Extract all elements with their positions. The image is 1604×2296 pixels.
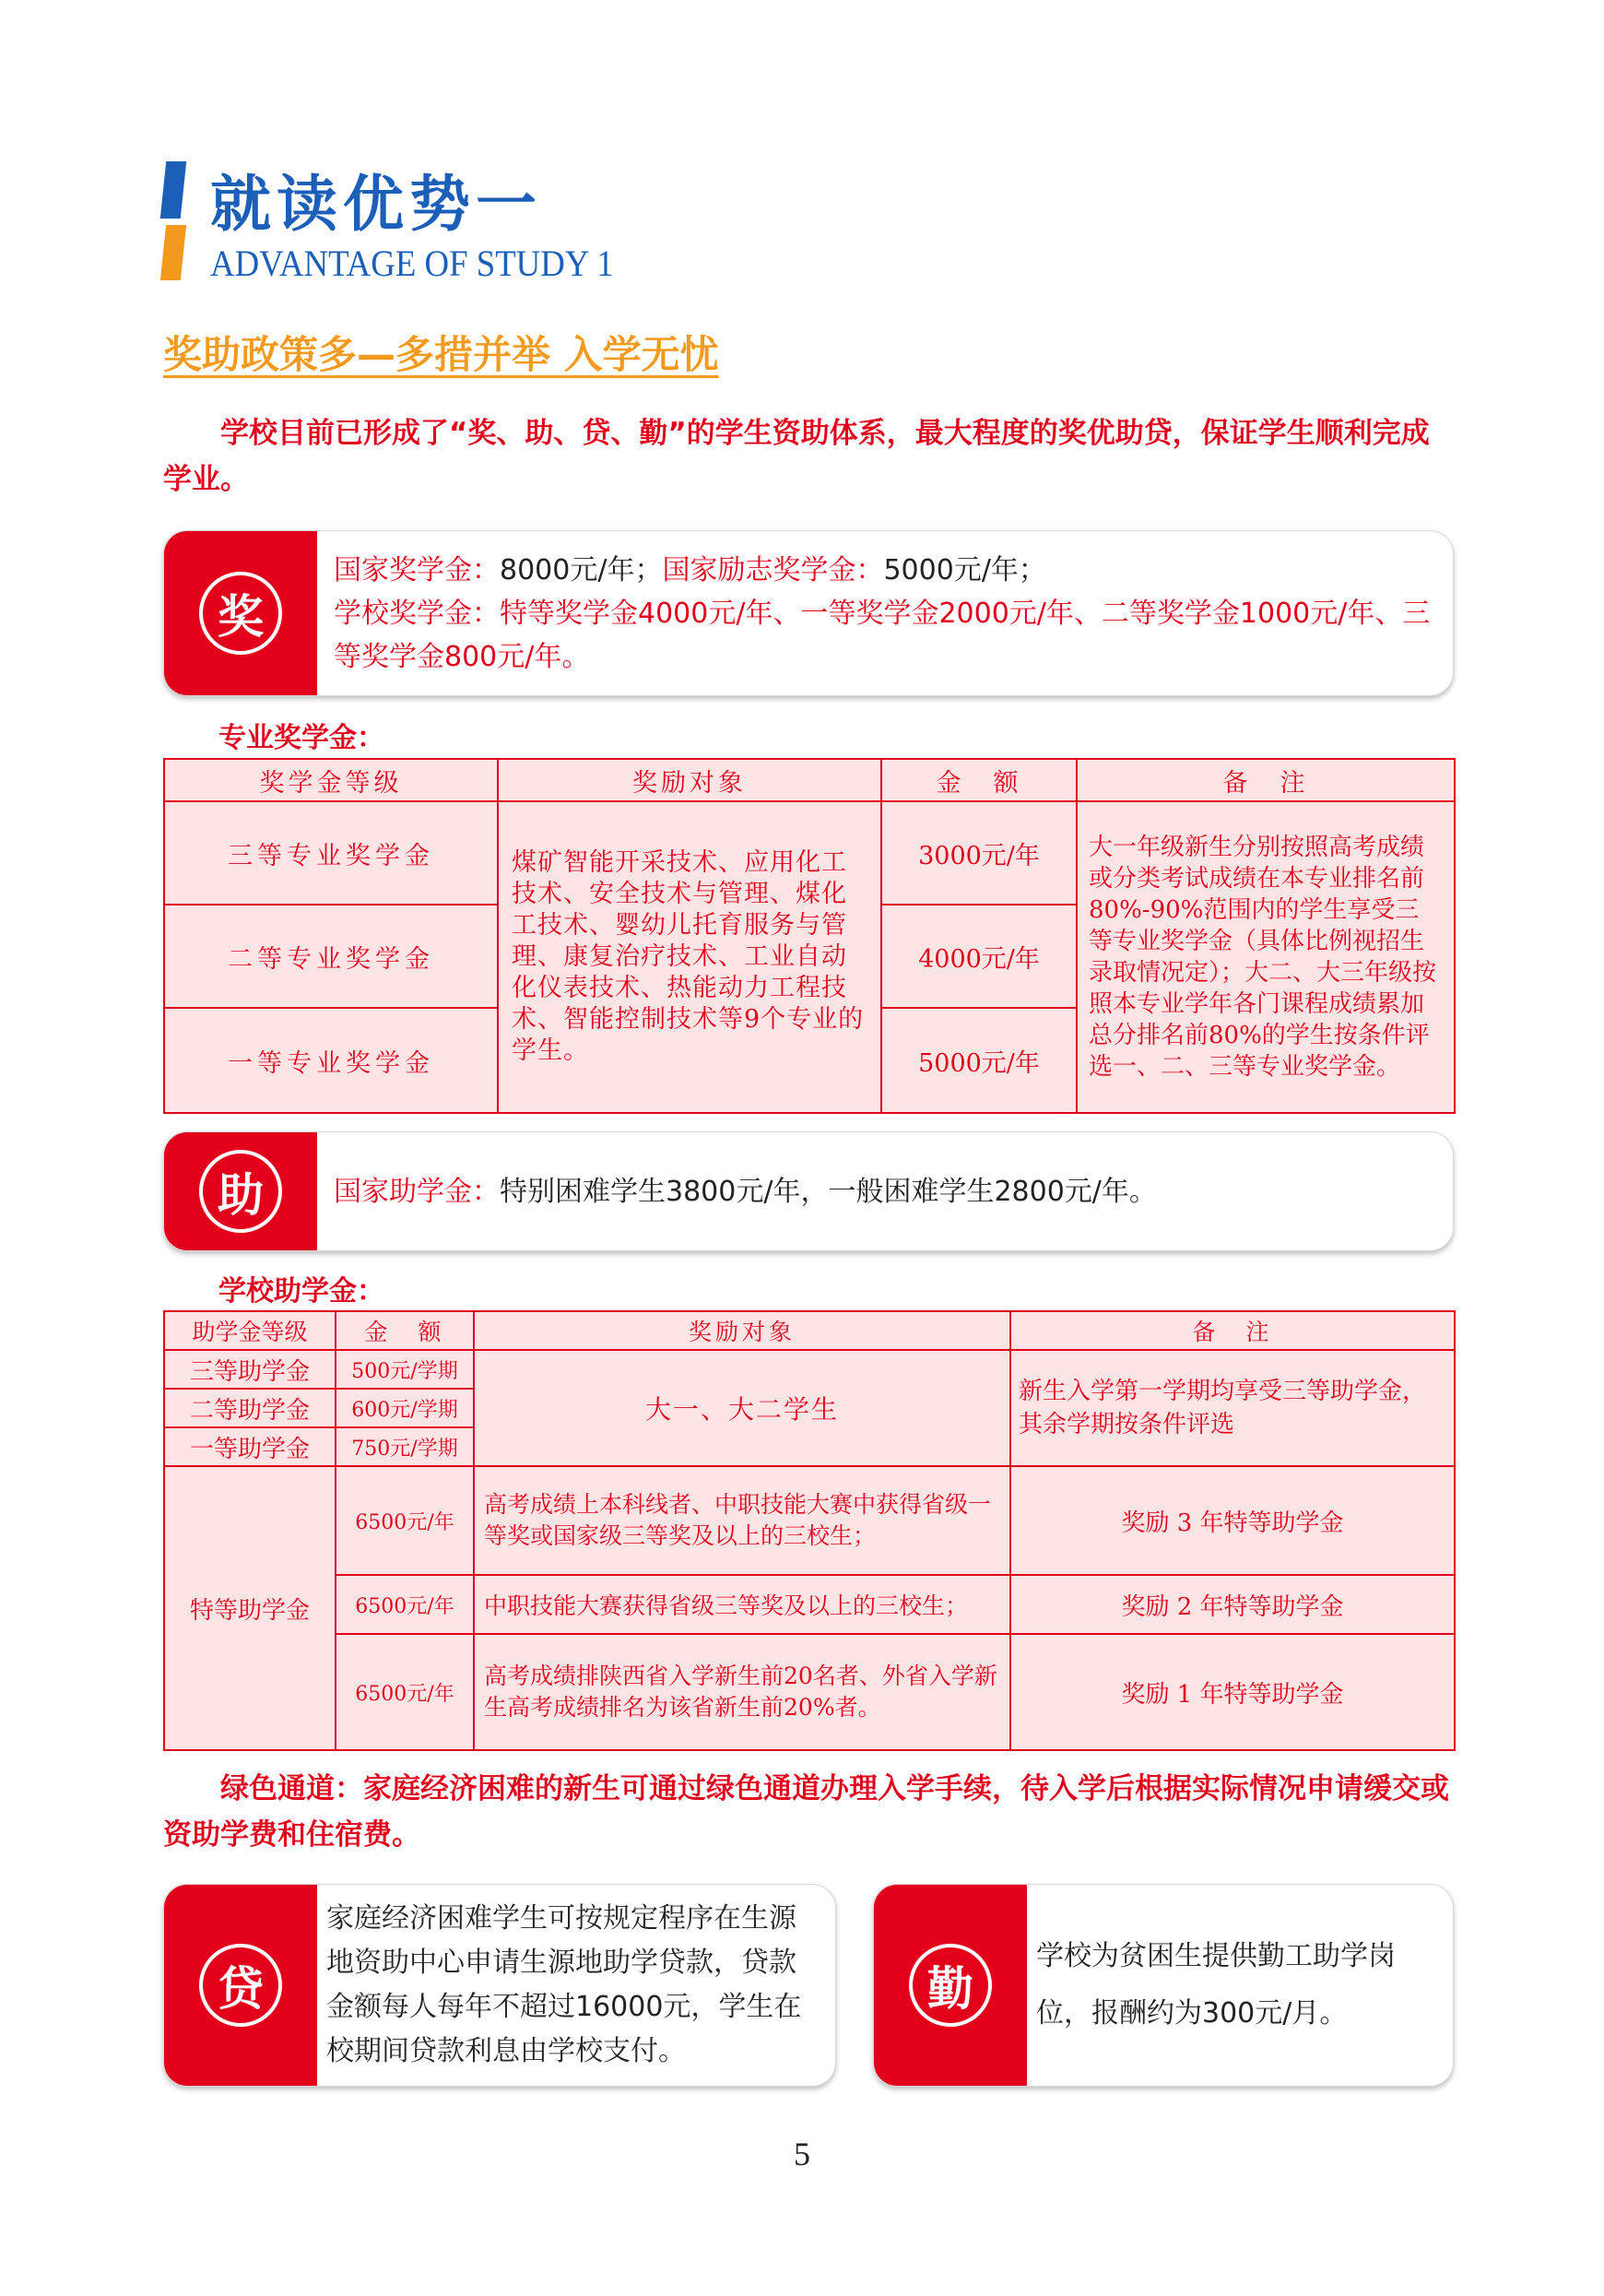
work-study-text — [1036, 1885, 1436, 2086]
national-scholarship-line — [334, 549, 1434, 592]
scholarship-level: 二等专业奖学金 — [164, 905, 498, 1008]
school-scholarship-label: 学校奖学金： — [334, 597, 500, 630]
green-channel-paragraph: 绿色通道：家庭经济困难的新生可通过绿色通道办理入学手续，待入学后根据实际情况申请缓交或资助学费和住宿费。 — [163, 1772, 1449, 1852]
grant-level: 一等助学金 — [164, 1427, 336, 1466]
table-row — [164, 1350, 1455, 1389]
grant-target: 大一、大二学生 — [474, 1350, 1010, 1466]
table-row — [164, 1575, 1455, 1634]
table-row — [164, 1466, 1455, 1575]
table-row — [164, 1634, 1455, 1750]
national-scholarship-label: 国家奖学金： — [334, 553, 500, 586]
school-scholarship-line — [334, 592, 1434, 679]
grant-amount: 6500元/年 — [336, 1575, 474, 1634]
grant-card — [163, 1131, 1454, 1251]
work-study-card — [873, 1884, 1454, 2087]
grant-note: 新生入学第一学期均享受三等助学金，其余学期按条件评选 — [1010, 1350, 1455, 1466]
inspiration-scholarship-value: 5000元/年； — [883, 553, 1046, 586]
grant-level: 二等助学金 — [164, 1389, 336, 1427]
page-number: 5 — [794, 2136, 810, 2172]
scholarship-amount: 3000元/年 — [881, 801, 1077, 905]
grant-amount: 6500元/年 — [336, 1466, 474, 1575]
school-grant-label: 学校助学金： — [218, 1275, 384, 1308]
grant-target: 高考成绩上本科线者、中职技能大赛中获得省级一等奖或国家级三等奖及以上的三校生； — [474, 1466, 1010, 1575]
major-scholarship-label: 专业奖学金： — [218, 722, 384, 754]
work-study-badge: 勤 — [909, 1944, 992, 2027]
major-scholarship-table — [163, 758, 1456, 1114]
scholarship-badge: 奖 — [199, 572, 282, 655]
section-title: 奖助政策多—多措并举 入学无忧 — [163, 332, 719, 377]
table-header-cell: 助学金等级 — [164, 1311, 336, 1350]
grant-level: 三等助学金 — [164, 1350, 336, 1389]
loan-text — [326, 1885, 819, 2086]
loan-card — [163, 1884, 836, 2087]
grant-amount: 6500元/年 — [336, 1634, 474, 1750]
grant-amount: 500元/学期 — [336, 1350, 474, 1389]
grant-note: 奖励 3 年特等助学金 — [1010, 1466, 1455, 1575]
header-accent-bar-blue — [160, 161, 187, 219]
school-scholarship-value: 特等奖学金4000元/年、一等奖学金2000元/年、二等奖学金1000元/年、三等奖学金800元/年。 — [334, 597, 1431, 673]
grant-target: 中职技能大赛获得省级三等奖及以上的三校生； — [474, 1575, 1010, 1634]
grant-badge: 助 — [199, 1150, 282, 1233]
table-header-cell: 备 注 — [1077, 759, 1455, 801]
loan-badge: 贷 — [199, 1944, 282, 2027]
national-grant-label: 国家助学金： — [334, 1175, 500, 1208]
grant-target: 高考成绩排陕西省入学新生前20名者、外省入学新生高考成绩排名为该省新生前20%者。 — [474, 1634, 1010, 1750]
scholarship-badge-panel — [164, 531, 317, 695]
scholarship-level: 三等专业奖学金 — [164, 801, 498, 905]
grant-note: 奖励 2 年特等助学金 — [1010, 1575, 1455, 1634]
work-study-description: 学校为贫困生提供勤工助学岗位，报酬约为300元/月。 — [1036, 1940, 1396, 2030]
table-header-row — [164, 759, 1455, 801]
scholarship-text — [334, 531, 1434, 695]
header-accent-bar-orange — [160, 225, 186, 280]
intro-paragraph: 学校目前已形成了“奖、助、贷、勤”的学生资助体系，最大程度的奖优助贷，保证学生顺利完成学业。 — [163, 417, 1430, 496]
inspiration-scholarship-label: 国家励志奖学金： — [662, 553, 884, 586]
scholarship-target: 煤矿智能开采技术、应用化工技术、安全技术与管理、煤化工技术、婴幼儿托育服务与管理、康复治疗技术、工业自动化仪表技术、热能动力工程技术、智能控制技术等9个专业的学生。 — [498, 801, 881, 1113]
table-header-cell: 奖励对象 — [474, 1311, 1010, 1350]
loan-badge-panel — [164, 1885, 317, 2086]
grant-badge-panel — [164, 1132, 317, 1250]
table-header-cell: 备 注 — [1010, 1311, 1455, 1350]
special-grant-level: 特等助学金 — [164, 1466, 336, 1750]
scholarship-level: 一等专业奖学金 — [164, 1008, 498, 1113]
scholarship-card — [163, 530, 1454, 696]
table-header-cell: 金 额 — [336, 1311, 474, 1350]
table-header-cell: 奖励对象 — [498, 759, 881, 801]
table-row — [164, 801, 1455, 905]
national-scholarship-value: 8000元/年； — [500, 553, 663, 586]
work-study-badge-panel — [874, 1885, 1027, 2086]
table-header-cell: 奖学金等级 — [164, 759, 498, 801]
page-subtitle: ADVANTAGE OF STUDY 1 — [210, 243, 614, 284]
national-grant-value: 特别困难学生3800元/年，一般困难学生2800元/年。 — [500, 1175, 1157, 1208]
scholarship-note: 大一年级新生分别按照高考成绩或分类考试成绩在本专业排名前80%-90%范围内的学生享受三等专业奖学金（具体比例视招生录取情况定）；大二、大三年级按照本专业学年各门课程成绩累加总分排名前80%的学生按条件评选一、二、三等专业奖学金。 — [1077, 801, 1455, 1113]
grant-amount: 600元/学期 — [336, 1389, 474, 1427]
loan-description: 家庭经济困难学生可按规定程序在生源地资助中心申请生源地助学贷款，贷款金额每人每年不超过16000元，学生在校期间贷款利息由学校支付。 — [326, 1902, 802, 2067]
page-title: 就读优势一 — [210, 169, 542, 240]
scholarship-amount: 4000元/年 — [881, 905, 1077, 1008]
school-grant-table — [163, 1310, 1456, 1751]
grant-amount: 750元/学期 — [336, 1427, 474, 1466]
table-header-cell: 金 额 — [881, 759, 1077, 801]
grant-text — [334, 1132, 1434, 1250]
grant-note: 奖励 1 年特等助学金 — [1010, 1634, 1455, 1750]
scholarship-amount: 5000元/年 — [881, 1008, 1077, 1113]
table-header-row — [164, 1311, 1455, 1350]
